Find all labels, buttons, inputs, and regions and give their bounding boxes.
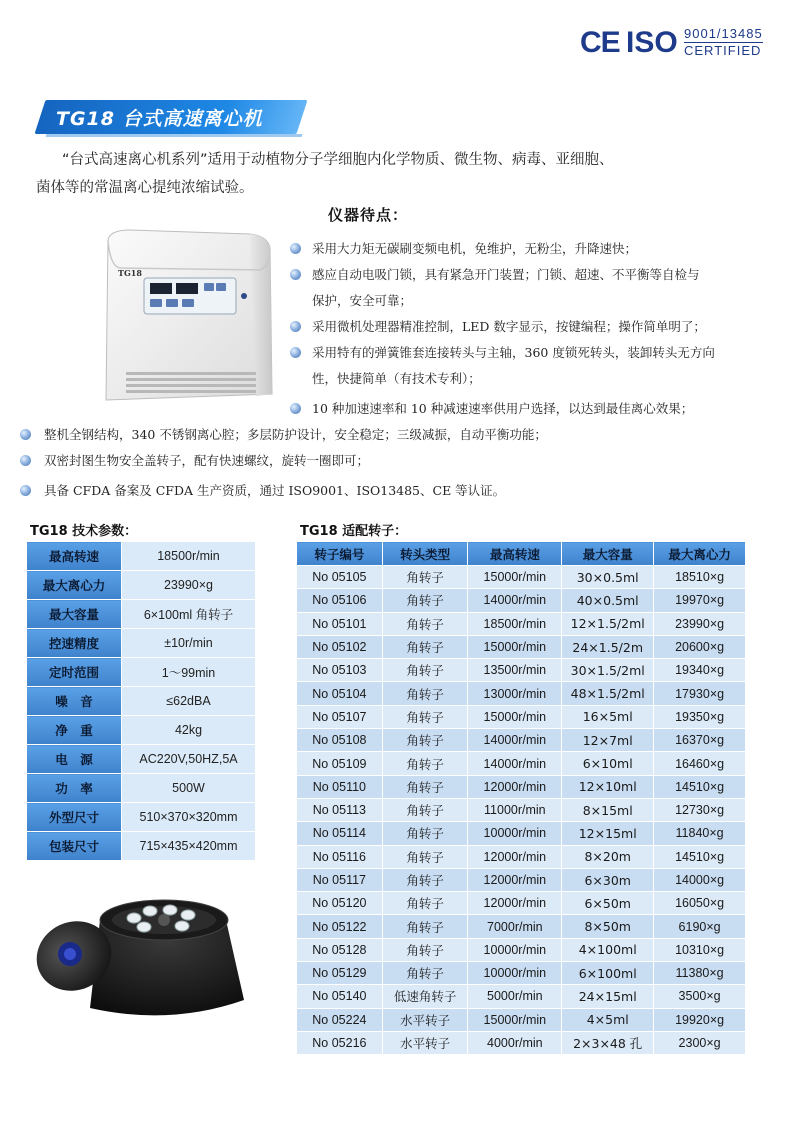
rotor-table-title: TG18 适配转子： xyxy=(300,524,408,539)
spec-key: 控速精度 xyxy=(27,629,122,658)
rotor-id-cell: No 05101 xyxy=(297,612,383,635)
rotor-id-cell: No 05107 xyxy=(297,705,383,728)
rotor-type-cell: 角转子 xyxy=(382,612,468,635)
spec-key: 功 率 xyxy=(27,774,122,803)
rotor-id-cell: No 05114 xyxy=(297,822,383,845)
max-capacity-cell: 4×5ml xyxy=(562,1008,654,1031)
spec-row xyxy=(27,542,256,571)
spec-value: 42kg xyxy=(122,716,256,745)
spec-row xyxy=(27,571,256,600)
spec-value: AC220V,50HZ,5A xyxy=(122,745,256,774)
bullet-icon xyxy=(20,455,31,466)
rotor-id-cell: No 05216 xyxy=(297,1031,383,1054)
centrifuge-image xyxy=(100,226,276,404)
rotor-id-cell: No 05113 xyxy=(297,798,383,821)
column-header: 最大容量 xyxy=(562,542,654,566)
feature-item-continued: 保护，安全可靠； xyxy=(312,293,413,308)
spec-row xyxy=(27,629,256,658)
max-speed-cell: 13000r/min xyxy=(468,682,562,705)
bullet-icon xyxy=(290,403,301,414)
spec-value: 6×100ml 角转子 xyxy=(122,600,256,629)
rotor-id-cell: No 05110 xyxy=(297,775,383,798)
rotor-type-cell: 角转子 xyxy=(382,589,468,612)
spec-key: 最大离心力 xyxy=(27,571,122,600)
intro-line-2: 菌体等的常温离心提纯浓缩试验。 xyxy=(36,180,254,196)
feature-item: 具备 CFDA 备案及 CFDA 生产资质，通过 ISO9001、ISO13485、CE 等认证。 xyxy=(44,483,506,498)
max-speed-cell: 15000r/min xyxy=(468,635,562,658)
spec-key: 最大容量 xyxy=(27,600,122,629)
banner-underline xyxy=(46,134,303,137)
rotor-id-cell: No 05116 xyxy=(297,845,383,868)
max-capacity-cell: 24×15ml xyxy=(562,985,654,1008)
max-speed-cell: 15000r/min xyxy=(468,705,562,728)
feature-item: 10 种加速速率和 10 种减速速率供用户选择，以达到最佳离心效果； xyxy=(312,401,694,416)
rotor-type-cell: 角转子 xyxy=(382,729,468,752)
rotor-table-header-row xyxy=(297,542,746,566)
max-rcf-cell: 18510×g xyxy=(654,566,746,589)
max-capacity-cell: 6×100ml xyxy=(562,962,654,985)
table-row xyxy=(297,798,746,821)
max-rcf-cell: 19970×g xyxy=(654,589,746,612)
rotor-id-cell: No 05129 xyxy=(297,962,383,985)
max-capacity-cell: 8×15ml xyxy=(562,798,654,821)
feature-item: 采用微机处理器精准控制，LED 数字显示，按键编程；操作简单明了； xyxy=(312,319,706,334)
intro-paragraph xyxy=(36,146,756,202)
page-title: TG18 台式高速离心机 xyxy=(56,108,263,130)
bullet-icon xyxy=(290,347,301,358)
max-capacity-cell: 4×100ml xyxy=(562,938,654,961)
table-row xyxy=(297,1008,746,1031)
max-rcf-cell: 12730×g xyxy=(654,798,746,821)
rotor-type-cell: 低速角转子 xyxy=(382,985,468,1008)
max-speed-cell: 14000r/min xyxy=(468,589,562,612)
max-capacity-cell: 24×1.5/2m xyxy=(562,635,654,658)
max-capacity-cell: 12×7ml xyxy=(562,729,654,752)
max-speed-cell: 12000r/min xyxy=(468,892,562,915)
max-speed-cell: 14000r/min xyxy=(468,752,562,775)
table-row xyxy=(297,729,746,752)
bullet-icon xyxy=(290,321,301,332)
spec-row xyxy=(27,716,256,745)
rotor-id-cell: No 05105 xyxy=(297,566,383,589)
max-speed-cell: 5000r/min xyxy=(468,985,562,1008)
title-banner xyxy=(40,100,302,136)
features-heading: 仪器待点： xyxy=(328,206,409,224)
max-speed-cell: 13500r/min xyxy=(468,659,562,682)
max-capacity-cell: 30×1.5/2ml xyxy=(562,659,654,682)
spec-table-title: TG18 技术参数： xyxy=(30,524,138,539)
max-speed-cell: 15000r/min xyxy=(468,1008,562,1031)
table-row xyxy=(297,566,746,589)
rotor-type-cell: 角转子 xyxy=(382,659,468,682)
max-capacity-cell: 12×15ml xyxy=(562,822,654,845)
max-capacity-cell: 6×10ml xyxy=(562,752,654,775)
spec-row xyxy=(27,687,256,716)
feature-item: 整机全钢结构，340 不锈钢离心腔；多层防护设计，安全稳定；三级减振，自动平衡功能； xyxy=(44,427,547,442)
spec-key: 最高转速 xyxy=(27,542,122,571)
max-rcf-cell: 11840×g xyxy=(654,822,746,845)
max-rcf-cell: 19340×g xyxy=(654,659,746,682)
max-capacity-cell: 12×1.5/2ml xyxy=(562,612,654,635)
rotor-table xyxy=(296,541,746,1055)
table-row xyxy=(297,635,746,658)
rotor-type-cell: 角转子 xyxy=(382,892,468,915)
feature-item-continued: 性，快捷简单（有技术专利）； xyxy=(312,371,481,386)
max-speed-cell: 10000r/min xyxy=(468,962,562,985)
max-speed-cell: 14000r/min xyxy=(468,729,562,752)
rotor-type-cell: 角转子 xyxy=(382,798,468,821)
rotor-type-cell: 角转子 xyxy=(382,705,468,728)
rotor-type-cell: 角转子 xyxy=(382,845,468,868)
rotor-id-cell: No 05117 xyxy=(297,868,383,891)
iso-mark: ISO xyxy=(626,26,678,59)
rotor-id-cell: No 05108 xyxy=(297,729,383,752)
max-speed-cell: 18500r/min xyxy=(468,612,562,635)
feature-item: 采用大力矩无碳刷变频电机，免维护，无粉尘，升降速快； xyxy=(312,241,638,256)
table-row xyxy=(297,705,746,728)
max-rcf-cell: 14510×g xyxy=(654,845,746,868)
rotor-id-cell: No 05140 xyxy=(297,985,383,1008)
max-speed-cell: 4000r/min xyxy=(468,1031,562,1054)
spec-value: ≤62dBA xyxy=(122,687,256,716)
max-speed-cell: 7000r/min xyxy=(468,915,562,938)
rotor-type-cell: 角转子 xyxy=(382,915,468,938)
rotor-id-cell: No 05128 xyxy=(297,938,383,961)
column-header: 最高转速 xyxy=(468,542,562,566)
centrifuge-drawing xyxy=(100,226,276,404)
column-header: 最大离心力 xyxy=(654,542,746,566)
table-row xyxy=(297,845,746,868)
max-rcf-cell: 19920×g xyxy=(654,1008,746,1031)
max-rcf-cell: 11380×g xyxy=(654,962,746,985)
max-speed-cell: 15000r/min xyxy=(468,566,562,589)
spec-value: 510×370×320mm xyxy=(122,803,256,832)
rotor-id-cell: No 05109 xyxy=(297,752,383,775)
max-rcf-cell: 2300×g xyxy=(654,1031,746,1054)
max-rcf-cell: 6190×g xyxy=(654,915,746,938)
table-row xyxy=(297,589,746,612)
spec-key: 外型尺寸 xyxy=(27,803,122,832)
rotor-id-cell: No 05120 xyxy=(297,892,383,915)
column-header: 转子编号 xyxy=(297,542,383,566)
spec-row xyxy=(27,774,256,803)
rotor-type-cell: 角转子 xyxy=(382,566,468,589)
bullet-icon xyxy=(20,429,31,440)
max-speed-cell: 11000r/min xyxy=(468,798,562,821)
table-row xyxy=(297,962,746,985)
spec-value: 715×435×420mm xyxy=(122,832,256,861)
max-speed-cell: 12000r/min xyxy=(468,845,562,868)
rotor-id-cell: No 05103 xyxy=(297,659,383,682)
bullet-icon xyxy=(290,243,301,254)
table-row xyxy=(297,985,746,1008)
max-rcf-cell: 16050×g xyxy=(654,892,746,915)
spec-value: 1～99min xyxy=(122,658,256,687)
table-row xyxy=(297,868,746,891)
table-row xyxy=(297,938,746,961)
max-capacity-cell: 40×0.5ml xyxy=(562,589,654,612)
spec-value: 500W xyxy=(122,774,256,803)
max-rcf-cell: 3500×g xyxy=(654,985,746,1008)
spec-key: 电 源 xyxy=(27,745,122,774)
spec-key: 包装尺寸 xyxy=(27,832,122,861)
max-capacity-cell: 8×50m xyxy=(562,915,654,938)
iso-numbers: 9001/13485 xyxy=(684,26,763,41)
machine-model-label: TG18 xyxy=(118,268,142,278)
spec-row xyxy=(27,600,256,629)
max-capacity-cell: 2×3×48 孔 xyxy=(562,1031,654,1054)
max-rcf-cell: 14510×g xyxy=(654,775,746,798)
max-rcf-cell: 19350×g xyxy=(654,705,746,728)
spec-key: 净 重 xyxy=(27,716,122,745)
spec-key: 噪 音 xyxy=(27,687,122,716)
feature-item: 双密封图生物安全盖转子，配有快速螺纹，旋转一圈即可； xyxy=(44,453,370,468)
rotor-type-cell: 角转子 xyxy=(382,775,468,798)
ce-mark: CE xyxy=(580,26,620,59)
rotor-type-cell: 角转子 xyxy=(382,938,468,961)
table-row xyxy=(297,752,746,775)
table-row xyxy=(297,892,746,915)
spec-value: 18500r/min xyxy=(122,542,256,571)
max-rcf-cell: 23990×g xyxy=(654,612,746,635)
rotor-type-cell: 角转子 xyxy=(382,868,468,891)
feature-item: 采用特有的弹簧锥套连接转头与主轴，360 度锁死转头，装卸转头无方向 xyxy=(312,345,715,360)
max-capacity-cell: 6×30m xyxy=(562,868,654,891)
table-row xyxy=(297,915,746,938)
rotor-type-cell: 角转子 xyxy=(382,635,468,658)
max-capacity-cell: 48×1.5/2ml xyxy=(562,682,654,705)
rotor-id-cell: No 05104 xyxy=(297,682,383,705)
spec-row xyxy=(27,658,256,687)
max-capacity-cell: 6×50m xyxy=(562,892,654,915)
max-speed-cell: 12000r/min xyxy=(468,775,562,798)
max-capacity-cell: 12×10ml xyxy=(562,775,654,798)
bullet-icon xyxy=(290,269,301,280)
table-row xyxy=(297,659,746,682)
table-row xyxy=(297,612,746,635)
rotor-id-cell: No 05224 xyxy=(297,1008,383,1031)
max-speed-cell: 10000r/min xyxy=(468,822,562,845)
table-row xyxy=(297,822,746,845)
rotor-type-cell: 水平转子 xyxy=(382,1008,468,1031)
max-capacity-cell: 8×20m xyxy=(562,845,654,868)
column-header: 转头类型 xyxy=(382,542,468,566)
rotor-id-cell: No 05106 xyxy=(297,589,383,612)
rotor-type-cell: 角转子 xyxy=(382,962,468,985)
max-rcf-cell: 16460×g xyxy=(654,752,746,775)
feature-item: 感应自动电吸门锁，具有紧急开门装置；门锁、超速、不平衡等自检与 xyxy=(312,267,700,282)
rotor-type-cell: 角转子 xyxy=(382,682,468,705)
max-speed-cell: 10000r/min xyxy=(468,938,562,961)
max-rcf-cell: 20600×g xyxy=(654,635,746,658)
max-rcf-cell: 17930×g xyxy=(654,682,746,705)
rotor-drawing xyxy=(30,890,252,1030)
rotor-type-cell: 角转子 xyxy=(382,752,468,775)
spec-value: 23990×g xyxy=(122,571,256,600)
rotor-type-cell: 角转子 xyxy=(382,822,468,845)
table-row xyxy=(297,682,746,705)
certification-logo xyxy=(580,24,780,64)
spec-value: ±10r/min xyxy=(122,629,256,658)
max-rcf-cell: 16370×g xyxy=(654,729,746,752)
spec-table xyxy=(26,541,256,861)
certified-label: CERTIFIED xyxy=(684,43,762,58)
intro-line-1: “台式高速离心机系列”适用于动植物分子学细胞内化学物质、微生物、病毒、亚细胞、 xyxy=(62,152,614,168)
max-rcf-cell: 14000×g xyxy=(654,868,746,891)
spec-key: 定时范围 xyxy=(27,658,122,687)
max-capacity-cell: 30×0.5ml xyxy=(562,566,654,589)
rotor-image xyxy=(30,890,252,1030)
max-capacity-cell: 16×5ml xyxy=(562,705,654,728)
max-rcf-cell: 10310×g xyxy=(654,938,746,961)
rotor-type-cell: 水平转子 xyxy=(382,1031,468,1054)
spec-row xyxy=(27,803,256,832)
bullet-icon xyxy=(20,485,31,496)
rotor-id-cell: No 05122 xyxy=(297,915,383,938)
spec-row xyxy=(27,832,256,861)
rotor-id-cell: No 05102 xyxy=(297,635,383,658)
max-speed-cell: 12000r/min xyxy=(468,868,562,891)
table-row xyxy=(297,775,746,798)
table-row xyxy=(297,1031,746,1054)
spec-row xyxy=(27,745,256,774)
